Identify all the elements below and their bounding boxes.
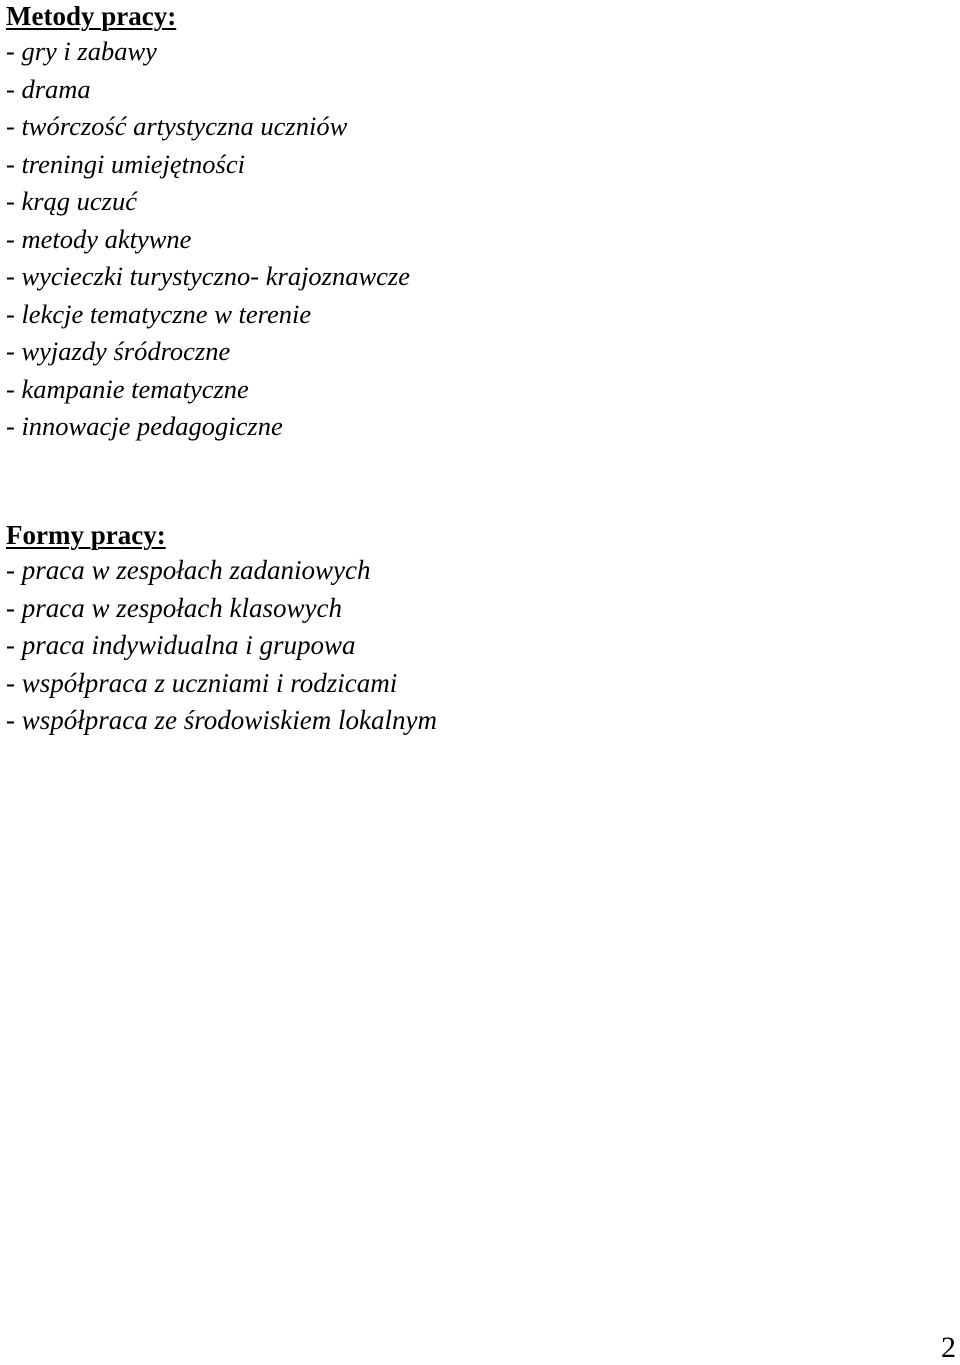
forms-section xyxy=(6,519,437,740)
list-item: - gry i zabawy xyxy=(6,36,157,66)
list-item: - wyjazdy śródroczne xyxy=(6,336,231,366)
page-number: 2 xyxy=(941,1331,956,1364)
list-item: - praca w zespołach klasowych xyxy=(6,592,342,623)
methods-list xyxy=(6,33,410,446)
list-item: - lekcje tematyczne w terenie xyxy=(6,298,312,329)
list-item: - praca indywidualna i grupowa xyxy=(6,630,356,660)
list-item: - współpraca ze środowiskiem lokalnym xyxy=(6,705,437,735)
methods-section xyxy=(6,0,410,446)
list-item: - współpraca z uczniami i rodzicami xyxy=(6,667,398,698)
list-item: - krąg uczuć xyxy=(6,186,137,216)
list-item: - drama xyxy=(6,73,91,104)
methods-heading: Metody pracy: xyxy=(6,1,177,31)
forms-heading: Formy pracy: xyxy=(6,520,166,550)
list-item: - kampanie tematyczne xyxy=(6,373,249,404)
list-item: - treningi umiejętności xyxy=(6,148,245,179)
list-item: - wycieczki turystyczno- krajoznawcze xyxy=(6,261,411,291)
list-item: - innowacje pedagogiczne xyxy=(6,411,283,441)
list-item: - praca w zespołach zadaniowych xyxy=(6,555,371,585)
list-item: - metody aktywne xyxy=(6,223,192,254)
forms-list xyxy=(6,552,437,740)
list-item: - twórczość artystyczna uczniów xyxy=(6,111,348,141)
